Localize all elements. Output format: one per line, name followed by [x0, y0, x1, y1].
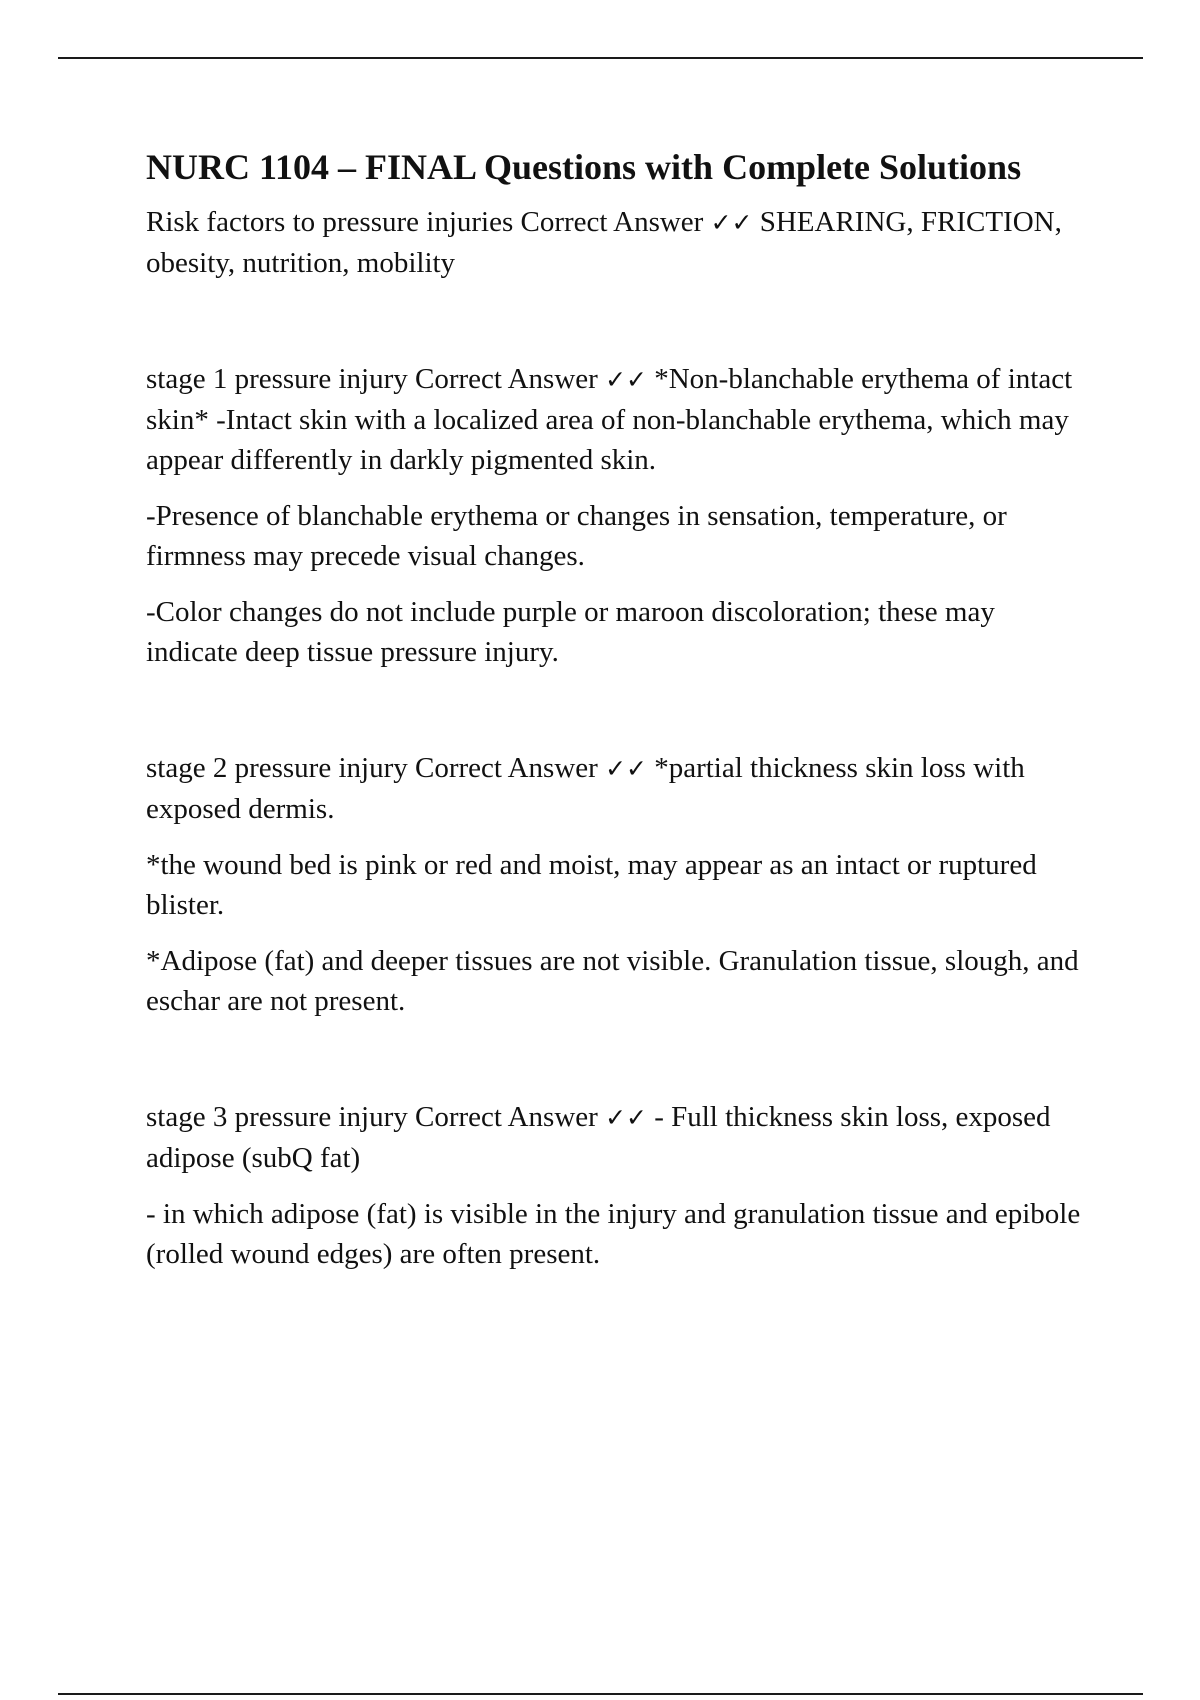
document-title: NURC 1104 – FINAL Questions with Complete Solutions [146, 147, 1022, 187]
document-body [146, 142, 1091, 1274]
answer-detail: *Adipose (fat) and deeper tissues are not visible. Granulation tissue, slough, and eschar are not present. [146, 945, 1079, 1017]
bottom-divider [58, 1693, 1143, 1695]
answer-text: *partial thickness skin loss with exposed dermis. [146, 752, 1025, 825]
question-text: stage 3 pressure injury [146, 1101, 408, 1133]
answer-label: Correct Answer [415, 363, 598, 395]
qa-item-stage-1 [146, 359, 1091, 672]
answer-text: - Full thickness skin loss, exposed adipose (subQ fat) [146, 1101, 1051, 1174]
question-text: Risk factors to pressure injuries [146, 206, 514, 238]
answer-label: Correct Answer [415, 1101, 598, 1133]
answer-detail: -Presence of blanchable erythema or changes in sensation, temperature, or firmness may precede visual changes. [146, 500, 1007, 572]
question-text: stage 1 pressure injury [146, 363, 408, 395]
qa-item-risk-factors [146, 202, 1091, 283]
answer-text: SHEARING, FRICTION, obesity, nutrition, mobility [146, 206, 1062, 279]
check-mark-icon: ✓✓ [710, 208, 753, 237]
qa-paragraph [146, 359, 1091, 480]
qa-item-stage-2 [146, 748, 1091, 1021]
qa-item-stage-3 [146, 1097, 1091, 1274]
check-mark-icon: ✓✓ [605, 1103, 647, 1132]
qa-paragraph [146, 748, 1091, 829]
check-mark-icon: ✓✓ [605, 365, 647, 394]
qa-paragraph [146, 1097, 1091, 1178]
answer-detail: -Color changes do not include purple or maroon discoloration; these may indicate deep tissue pressure injury. [146, 596, 995, 668]
top-divider [58, 57, 1143, 59]
answer-detail: - in which adipose (fat) is visible in the injury and granulation tissue and epibole (rolled wound edges) are often present. [146, 1198, 1081, 1270]
answer-label: Correct Answer [415, 752, 598, 784]
answer-detail: *the wound bed is pink or red and moist, may appear as an intact or ruptured blister. [146, 849, 1037, 921]
answer-text: *Non-blanchable erythema of intact skin* -Intact skin with a localized area of non-blanchable erythema, which may appear differently in darkly pigmented skin. [146, 363, 1073, 476]
qa-paragraph [146, 202, 1091, 283]
check-mark-icon: ✓✓ [605, 754, 647, 783]
answer-label: Correct Answer [520, 206, 704, 238]
question-text: stage 2 pressure injury [146, 752, 408, 784]
